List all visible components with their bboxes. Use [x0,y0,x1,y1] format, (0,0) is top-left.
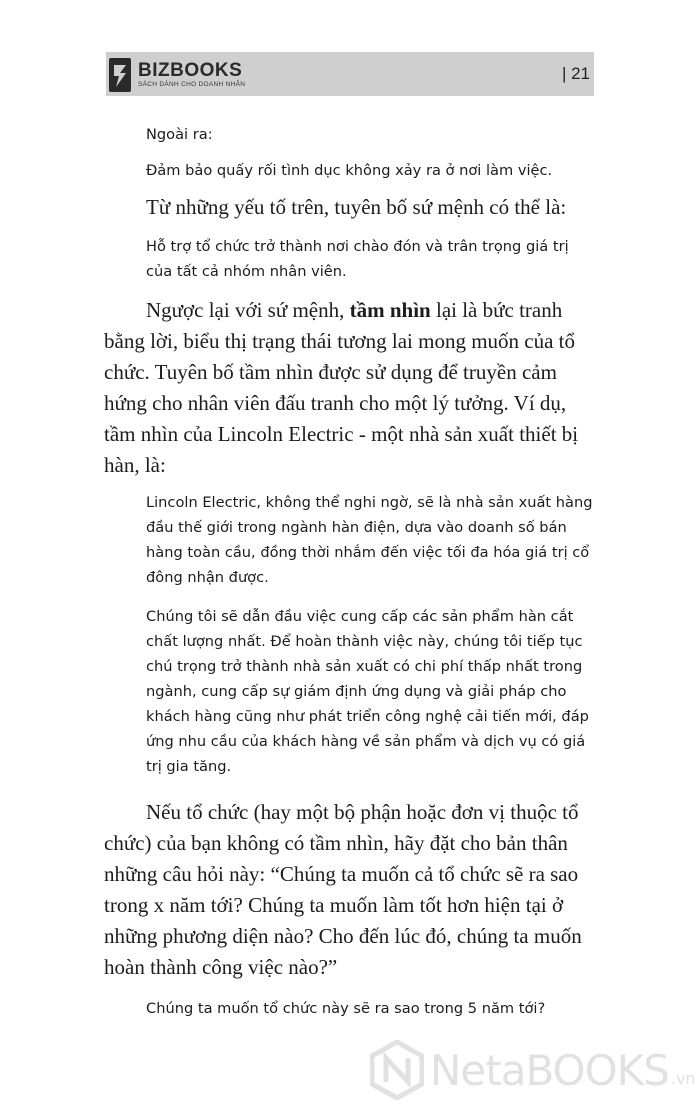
paragraph-mission-statement: Hỗ trợ tổ chức trở thành nơi chào đón và trân trọng giá trị của tất cả nhóm nhân viên. [146,238,569,280]
brand-logo [108,55,245,95]
brand-name: BIZBOOKS [138,60,243,82]
netabooks-logo-icon [370,1040,424,1100]
paragraph-lincoln-mission: Chúng tôi sẽ dẫn đầu việc cung cấp các sản phẩm hàn cắt chất lượng nhất. Để hoàn thành việc này, chúng tôi tiếp tục chú trọng trở thành nhà sản xuất có chi phí thấp nhất trong ngành, cung cấp sự giám định ứng dụng và giải pháp cho khách hàng cũng như phát triển công nghệ cải tiến mới, đáp ứng nhu cầu của khách hàng về sản phẩm và dịch vụ có giá trị gia tăng. [146,608,589,775]
paragraph-mission-lead: Từ những yếu tố trên, tuyên bố sứ mệnh có thể là: [146,195,567,219]
vision-text-after: lại là bức tranh bằng lời, biểu thị trạng thái tương lai mong muốn của tổ chức. Tuyên bố tầm nhìn được sử dụng để truyền cảm hứng cho nhân viên đấu tranh cho một lý tưởng. Ví dụ, tầm nhìn của Lincoln Electric - một nhà sản xuất thiết bị hàn, là: [104,298,579,477]
watermark-suffix: .vn [670,1069,696,1088]
paragraph-lincoln-vision: Lincoln Electric, không thể nghi ngờ, sẽ là nhà sản xuất hàng đầu thế giới trong ngành hàn điện, dựa vào doanh số bán hàng toàn cầu, đồng thời nhắm đến việc tối đa hóa giá trị cổ đông nhận được. [146,494,593,586]
page-number: | 21 [561,64,590,83]
vision-text-before: Ngược lại với sứ mệnh, [146,298,350,322]
brand-tagline: SÁCH DÀNH CHO DOANH NHÂN [138,81,246,89]
watermark-text: NetaBOOKS [430,1045,669,1095]
bizbooks-logo-icon [108,57,132,93]
watermark [370,1040,696,1100]
paragraph-five-years: Chúng ta muốn tổ chức này sẽ ra sao trong 5 năm tới? [146,1000,546,1017]
paragraph-intro: Ngoài ra: [146,126,213,143]
paragraph-vision [104,295,596,481]
paragraph-harassment: Đảm bảo quấy rối tình dục không xảy ra ở nơi làm việc. [146,162,553,179]
vision-term: tầm nhìn [349,298,431,322]
paragraph-vision-questions: Nếu tổ chức (hay một bộ phận hoặc đơn vị thuộc tổ chức) của bạn không có tầm nhìn, hãy đặt cho bản thân những câu hỏi này: “Chúng ta muốn cả tổ chức sẽ ra sao trong x năm tới? Chúng ta muốn làm tốt hơn hiện tại ở những phương diện nào? Cho đến lúc đó, chúng ta muốn hoàn thành công việc nào?” [104,800,582,979]
